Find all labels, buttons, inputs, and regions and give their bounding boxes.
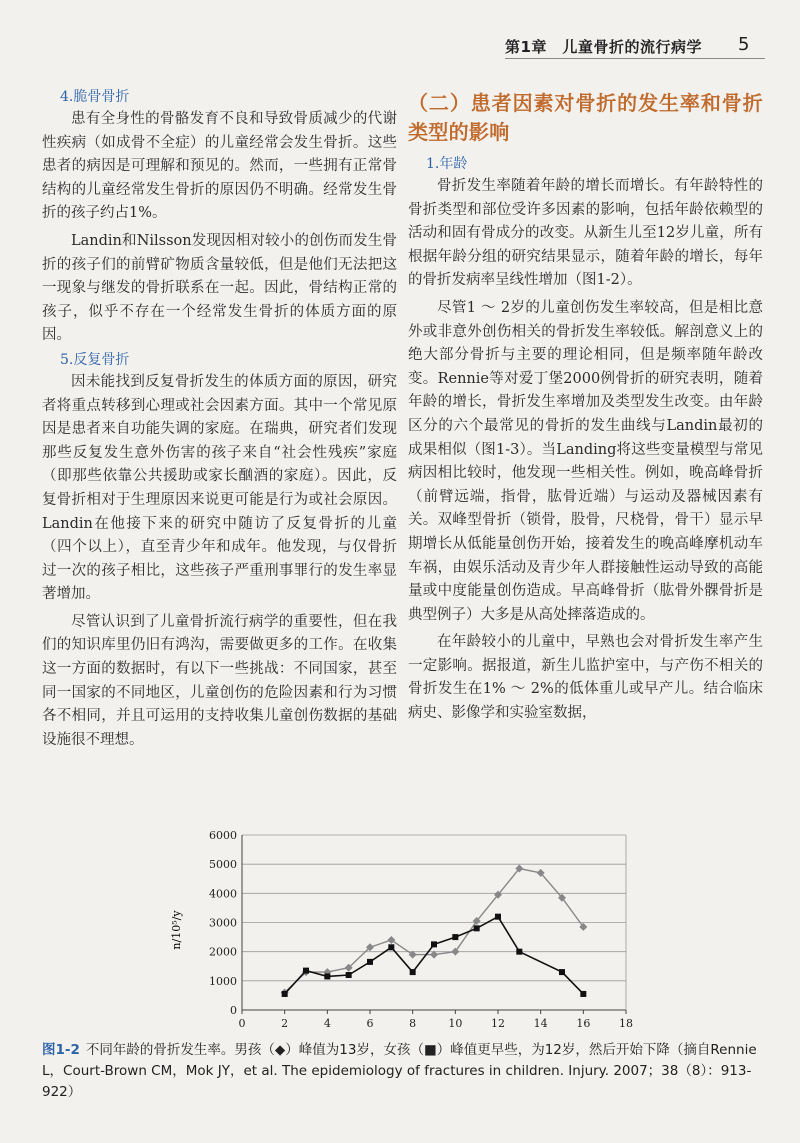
figure-label: 图1-2 xyxy=(42,1042,80,1058)
left-column xyxy=(42,85,397,752)
paragraph: 在年龄较小的儿童中，早熟也会对骨折发生率产生一定影响。据报道，新生儿监护室中，与产伤不相关的骨折发生在1% ～ 2%的低体重儿或早产儿。结合临床病史、影像学和实验室数据， xyxy=(408,634,763,722)
paragraph: 尽管1 ～ 2岁的儿童创伤发生率较高，但是相比意外或非意外创伤相关的骨折发生率较低。解剖意义上的绝大部分骨折与主要的理论相同，但是频率随年龄改变。Rennie等对爱丁堡2000例骨折的研究表明，随着年龄的增长，骨折发生率增加及类型发生改变。由年龄区分的六个最常见的骨折的发生曲线与Landin最初的成果相似（图1-3）。当Landing将这些变量模型与常见病因相比较时，他发现一些相关性。例如，晚高峰骨折（前臂远端，指骨，肱骨近端）与运动及器械因素有关。双峰型骨折（锁骨，股骨，尺桡骨，骨干）显示早期增长从低能量创伤开始，接着发生的晚高峰摩机动车车祸，由娱乐活动及青少年人群接触性运动导致的高能量或中度能量创伤造成。早高峰骨折（肱骨外髁骨折是典型例子）大多是从高处摔落造成的。 xyxy=(408,299,763,623)
series xyxy=(281,865,588,997)
data-point-girls xyxy=(474,925,480,931)
x-tick-label: 14 xyxy=(533,1017,548,1030)
chapter-title: 第1章 儿童骨折的流行病学 xyxy=(505,38,702,56)
data-point-girls xyxy=(410,969,416,975)
data-point-girls xyxy=(282,991,288,997)
data-point-girls xyxy=(303,968,309,974)
figure-caption-text: 不同年龄的骨折发生率。男孩（◆）峰值为13岁，女孩（■）峰值更早些，为12岁，然后开始下降（摘自Rennie L，Court-Brown CM，Mok JY，et al. The epidemiology of fractures in children. Injury. 2007；38（8）：913-922） xyxy=(42,1042,757,1100)
y-tick-label: 2000 xyxy=(209,945,237,959)
data-point-girls xyxy=(495,914,501,920)
x-tick-label: 10 xyxy=(448,1017,463,1030)
y-tick-label: 5000 xyxy=(209,858,237,872)
data-point-girls xyxy=(324,973,330,979)
x-tick-label: 12 xyxy=(491,1017,505,1030)
subsection-title-age: 1.年龄 xyxy=(426,156,468,172)
data-point-girls xyxy=(388,944,394,950)
subsection-title-brittle-fracture: 4.脆骨骨折 xyxy=(60,89,130,105)
y-tick-label: 3000 xyxy=(209,916,237,930)
x-tick-label: 6 xyxy=(366,1017,374,1030)
section-heading: （二）患者因素对骨折的发生率和骨折类型的影响 xyxy=(408,91,763,144)
y-tick-label: 1000 xyxy=(209,974,237,988)
y-tick-label: 4000 xyxy=(209,887,237,901)
data-point-girls xyxy=(580,991,586,997)
figure-1-2 xyxy=(160,825,650,1035)
axes xyxy=(209,829,633,1030)
paragraph: 尽管认识到了儿童骨折流行病学的重要性，但在我们的知识库里仍旧有鸿沟，需要做更多的工作。在收集这一方面的数据时，有以下一些挑战：不同国家，甚至同一国家的不同地区，儿童创伤的危险因素和行为习惯各不相同，并且可运用的支持收集儿童创伤数据的基础设施很不理想。 xyxy=(42,613,397,748)
paragraph: 患有全身性的骨骼发育不良和导致骨质减少的代谢性疾病（如成骨不全症）的儿童经常会发生骨折。这些患者的病因是可理解和预见的。然而，一些拥有正常骨结构的儿童经常发生骨折的原因仍不明确。经常发生骨折的孩子约占1%。 xyxy=(42,111,397,222)
paragraph: 因未能找到反复骨折发生的体质方面的原因，研究者将重点转移到心理或社会因素方面。其中一个常见原因是患者来自功能失调的家庭。在瑞典，研究者们发现那些反复发生意外伤害的孩子来自“社会性残疾”家庭（即那些依靠公共援助或家长酗酒的家庭）。因此，反复骨折相对于生理原因来说更可能是行为或社会原因。Landin在他接下来的研究中随访了反复骨折的儿童（四个以上），直至青少年和成年。他发现，与仅骨折过一次的孩子相比，这些孩子严重刑事罪行的发生率显著增加。 xyxy=(42,373,397,603)
data-point-girls xyxy=(346,972,352,978)
y-tick-label: 6000 xyxy=(209,829,237,842)
data-point-boys xyxy=(387,936,395,944)
page-number: 5 xyxy=(738,34,750,55)
figure-caption xyxy=(42,1040,762,1103)
paragraph: Landin和Nilsson发现因相对较小的创伤而发生骨折的孩子们的前臂矿物质含量较低，但是他们无法把这一现象与继发的骨折联系在一起。因此，骨结构正常的孩子，似乎不存在一个经常发生骨折的体质方面的原因。 xyxy=(42,232,397,344)
x-tick-label: 2 xyxy=(281,1017,289,1030)
data-point-girls xyxy=(452,934,458,940)
header-rule xyxy=(505,58,765,59)
gridlines xyxy=(242,835,626,1010)
x-tick-label: 16 xyxy=(576,1017,591,1030)
fracture-rate-chart xyxy=(160,825,650,1035)
data-point-girls xyxy=(431,941,437,947)
data-point-girls xyxy=(367,959,373,965)
page-header xyxy=(0,0,800,72)
subsection-title-repeated-fracture: 5.反复骨折 xyxy=(60,351,130,368)
data-point-girls xyxy=(516,949,522,955)
data-point-girls xyxy=(559,969,565,975)
x-tick-label: 0 xyxy=(238,1017,246,1030)
y-axis-label: n/10⁵/y xyxy=(170,910,183,950)
right-column xyxy=(408,85,763,726)
x-tick-label: 18 xyxy=(619,1017,633,1030)
paragraph: 骨折发生率随着年龄的增长而增长。有年龄特性的骨折类型和部位受许多因素的影响，包括年龄依赖型的活动和固有骨成分的改变。从新生儿至12岁儿童，所有根据年龄分组的研究结果显示，随着年龄的增长，每年的骨折发病率呈线性增加（图1-2）。 xyxy=(408,178,763,289)
y-tick-label: 0 xyxy=(230,1004,237,1017)
x-tick-label: 4 xyxy=(323,1017,331,1030)
x-tick-label: 8 xyxy=(409,1017,417,1030)
